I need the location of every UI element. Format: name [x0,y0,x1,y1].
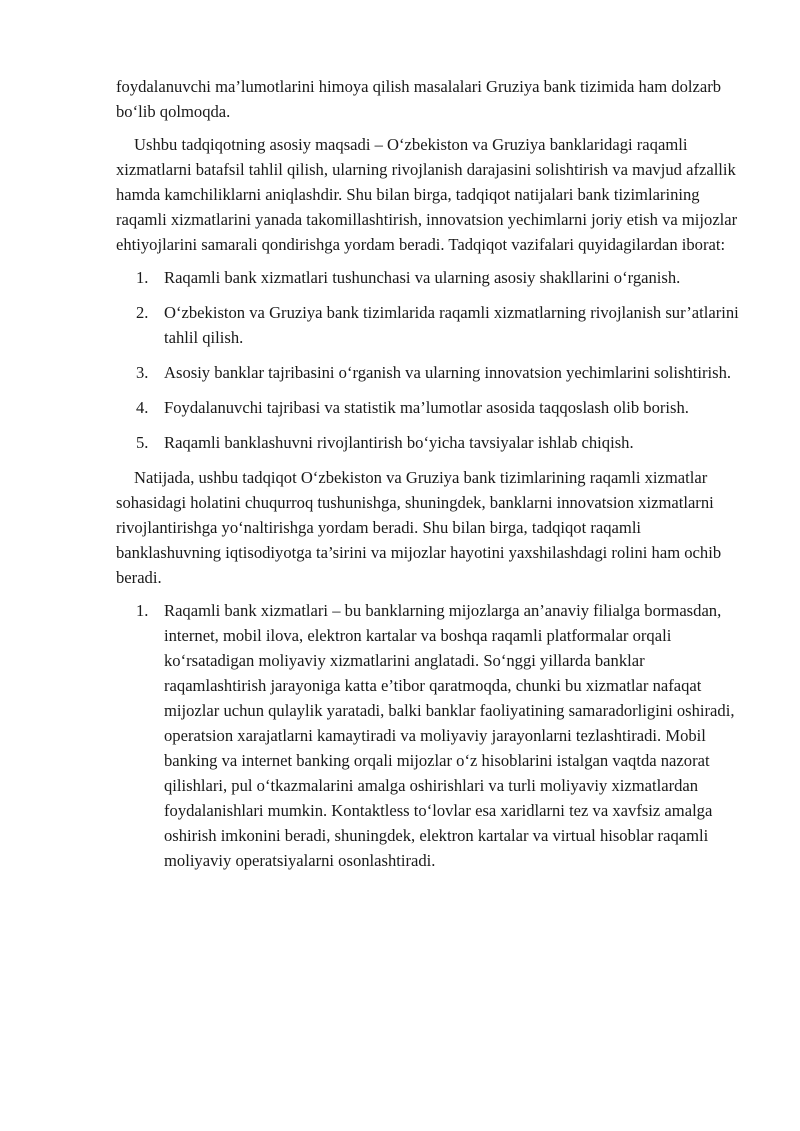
tasks-list [116,265,744,455]
list-item-number: 1. [136,268,149,287]
list-item-number: 4. [136,398,149,417]
definition-text: Raqamli bank xizmatlari – bu banklarning mijozlarga an’anaviy filialga bormasdan, internet, mobil ilova, elektron kartalar va boshqa raqamli platformalar orqali ko‘rsatadigan moliyaviy xizmatlarini anglatadi. So‘nggi yillarda banklar raqamlashtirish jarayoniga katta e’tibor qaratmoqda, chunki bu xizmatlar nafaqat mijozlar uchun qulaylik yaratadi, balki banklar faoliyatining samaradorligini oshiradi, operatsion xarajatlarni kamaytiradi va moliyaviy jarayonlarni tezlashtiradi. Mobil banking va internet banking orqali mijozlar o‘z hisoblarini istalgan vaqtda nazorat qilishlari, pul o‘tkazmalarini amalga oshirishlari va turli moliyaviy xizmatlardan foydalanishlari mumkin. Kontaktless to‘lovlar esa xaridlarni tez va xavfsiz amalga oshirish imkonini beradi, shuningdek, elektron kartalar va virtual hisoblar raqamli moliyaviy operatsiyalarni osonlashtiradi. [164,601,735,870]
list-item-number: 3. [136,363,149,382]
list-item-number: 1. [136,601,149,620]
list-item-text: Foydalanuvchi tajribasi va statistik ma’lumotlar asosida taqqoslash olib borish. [164,398,689,417]
list-item [116,265,744,290]
list-item-text: Raqamli banklashuvni rivojlantirish bo‘yicha tavsiyalar ishlab chiqish. [164,433,634,452]
list-item [116,395,744,420]
intro-continuation-paragraph: foydalanuvchi ma’lumotlarini himoya qilish masalalari Gruziya bank tizimida ham dolzarb bo‘lib qolmoqda. [116,77,722,121]
list-item-text: Raqamli bank xizmatlari tushunchasi va ularning asosiy shakllarini o‘rganish. [164,268,681,287]
definition-item [116,598,744,873]
purpose-paragraph: Ushbu tadqiqotning asosiy maqsadi – O‘zbekiston va Gruziya banklaridagi raqamli xizmatlarni batafsil tahlil qilish, ularning rivojlanish darajasini solishtirish va mavjud afzallik hamda kamchiliklarni aniqlashdir. Shu bilan birga, tadqiqot natijalari bank tizimlarining raqamli xizmatlarini yanada takomillashtirish, innovatsion yechimlarni joriy etish va mijozlar ehtiyojlarini samarali qondirishga yordam beradi. Tadqiqot vazifalari quyidagilardan iborat: [116,135,738,254]
list-item [116,300,744,350]
list-item-number: 5. [136,433,149,452]
definition-list [116,598,744,873]
list-item-text: O‘zbekiston va Gruziya bank tizimlarida raqamli xizmatlarning rivojlanish sur’atlarini tahlil qilish. [164,303,739,347]
document-page [116,74,744,873]
list-item [116,430,744,455]
result-paragraph: Natijada, ushbu tadqiqot O‘zbekiston va Gruziya bank tizimlarining raqamli xizmatlar sohasidagi holatini chuqurroq tushunishga, shuningdek, banklarni innovatsion xizmatlarni rivojlantirishga yo‘naltirishga yordam beradi. Shu bilan birga, tadqiqot raqamli banklashuvning iqtisodiyotga ta’sirini va mijozlar hayotini yaxshilashdagi rolini ham ochib beradi. [116,468,722,587]
list-item-text: Asosiy banklar tajribasini o‘rganish va ularning innovatsion yechimlarini solishtirish. [164,363,732,382]
list-item [116,360,744,385]
list-item-number: 2. [136,303,149,322]
